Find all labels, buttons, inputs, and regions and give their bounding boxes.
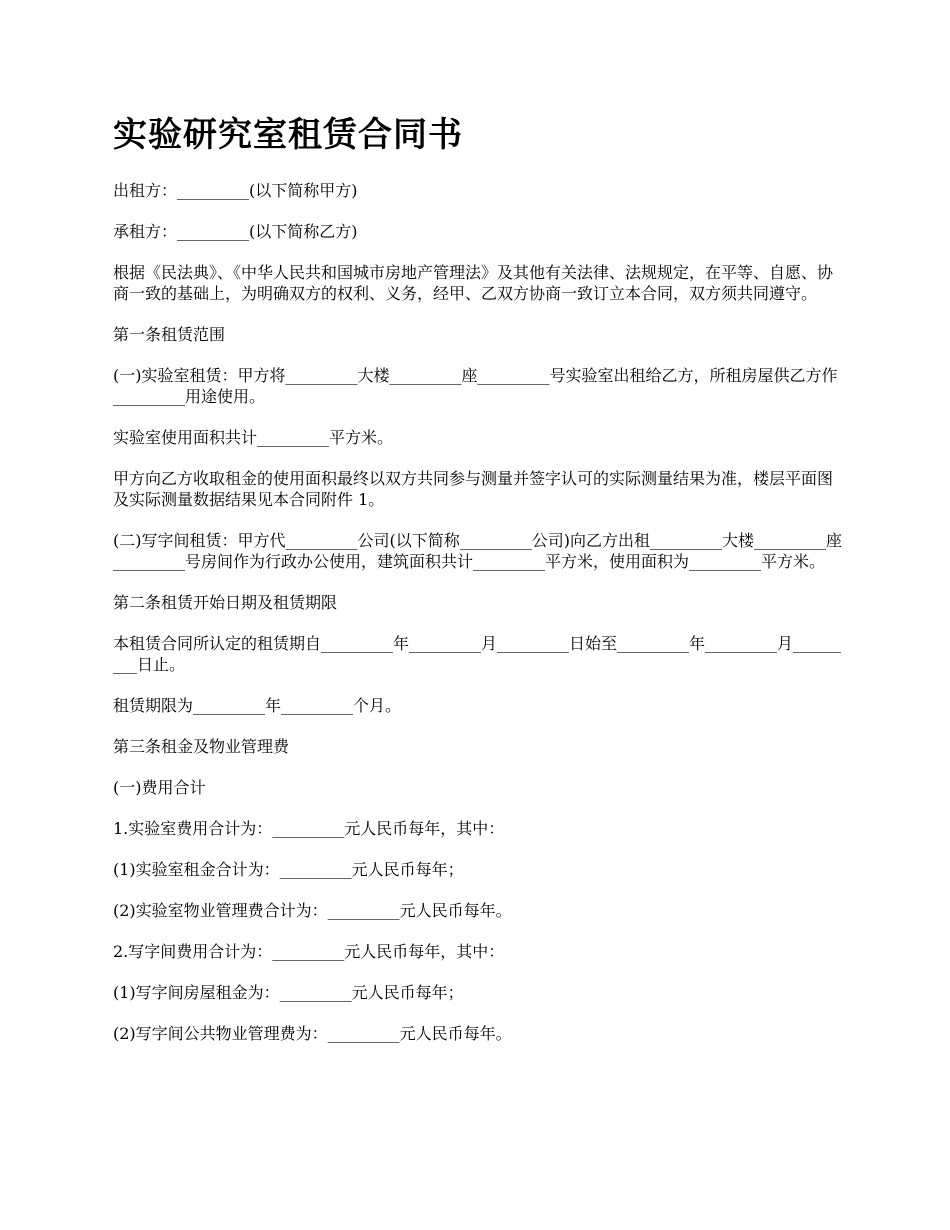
- lease-period-clause: 本租赁合同所认定的租赁期自_________年_________月_________日始至_________年_________月_________日止。: [113, 634, 842, 674]
- fee-total-heading: (一)费用合计: [113, 778, 206, 797]
- area-measurement-clause: 甲方向乙方收取租金的使用面积最终以双方共同参与测量并签字认可的实际测量结果为准，楼层平面图及实际测量数据结果见本合同附件 1。: [113, 469, 834, 509]
- document-page: [113, 110, 843, 1064]
- lessee-line: 承租方：_________(以下简称乙方): [113, 222, 358, 241]
- preamble-paragraph: 根据《民法典》、《中华人民共和国城市房地产管理法》及其他有关法律、法规规定，在平等、自愿、协商一致的基础上，为明确双方的权利、义务，经甲、乙双方协商一致订立本合同，双方须共同遵守。: [113, 263, 834, 303]
- lab-lease-clause: (一)实验室租赁：甲方将_________大楼_________座_________号实验室出租给乙方，所租房屋供乙方作_________用途使用。: [113, 366, 838, 406]
- office-rent-line: (1)写字间房屋租金为：_________元人民币每年；: [113, 983, 464, 1002]
- document-title: 实验研究室租赁合同书: [113, 115, 463, 155]
- lab-rent-line: (1)实验室租金合计为：_________元人民币每年；: [113, 860, 464, 879]
- article-2-heading: 第二条租赁开始日期及租赁期限: [113, 593, 338, 612]
- lease-term-clause: 租赁期限为_________年_________个月。: [113, 696, 402, 715]
- office-property-fee-line: (2)写字间公共物业管理费为：_________元人民币每年。: [113, 1024, 512, 1043]
- lab-area-clause: 实验室使用面积共计_________平方米。: [113, 428, 394, 447]
- lessor-line: 出租方：_________(以下简称甲方): [113, 181, 358, 200]
- lab-property-fee-line: (2)实验室物业管理费合计为：_________元人民币每年。: [113, 901, 512, 920]
- article-3-heading: 第三条租金及物业管理费: [113, 737, 290, 756]
- lab-fee-total: 1.实验室费用合计为：_________元人民币每年，其中：: [113, 819, 505, 838]
- office-lease-clause: (二)写字间租赁：甲方代_________公司(以下简称_________公司)向乙方出租_________大楼_________座_________号房间作为行政办公使用，建筑面积共计_________平方米，使用面积为_________平方米。: [113, 531, 842, 571]
- article-1-heading: 第一条租赁范围: [113, 325, 226, 344]
- office-fee-total: 2.写字间费用合计为：_________元人民币每年，其中：: [113, 942, 505, 961]
